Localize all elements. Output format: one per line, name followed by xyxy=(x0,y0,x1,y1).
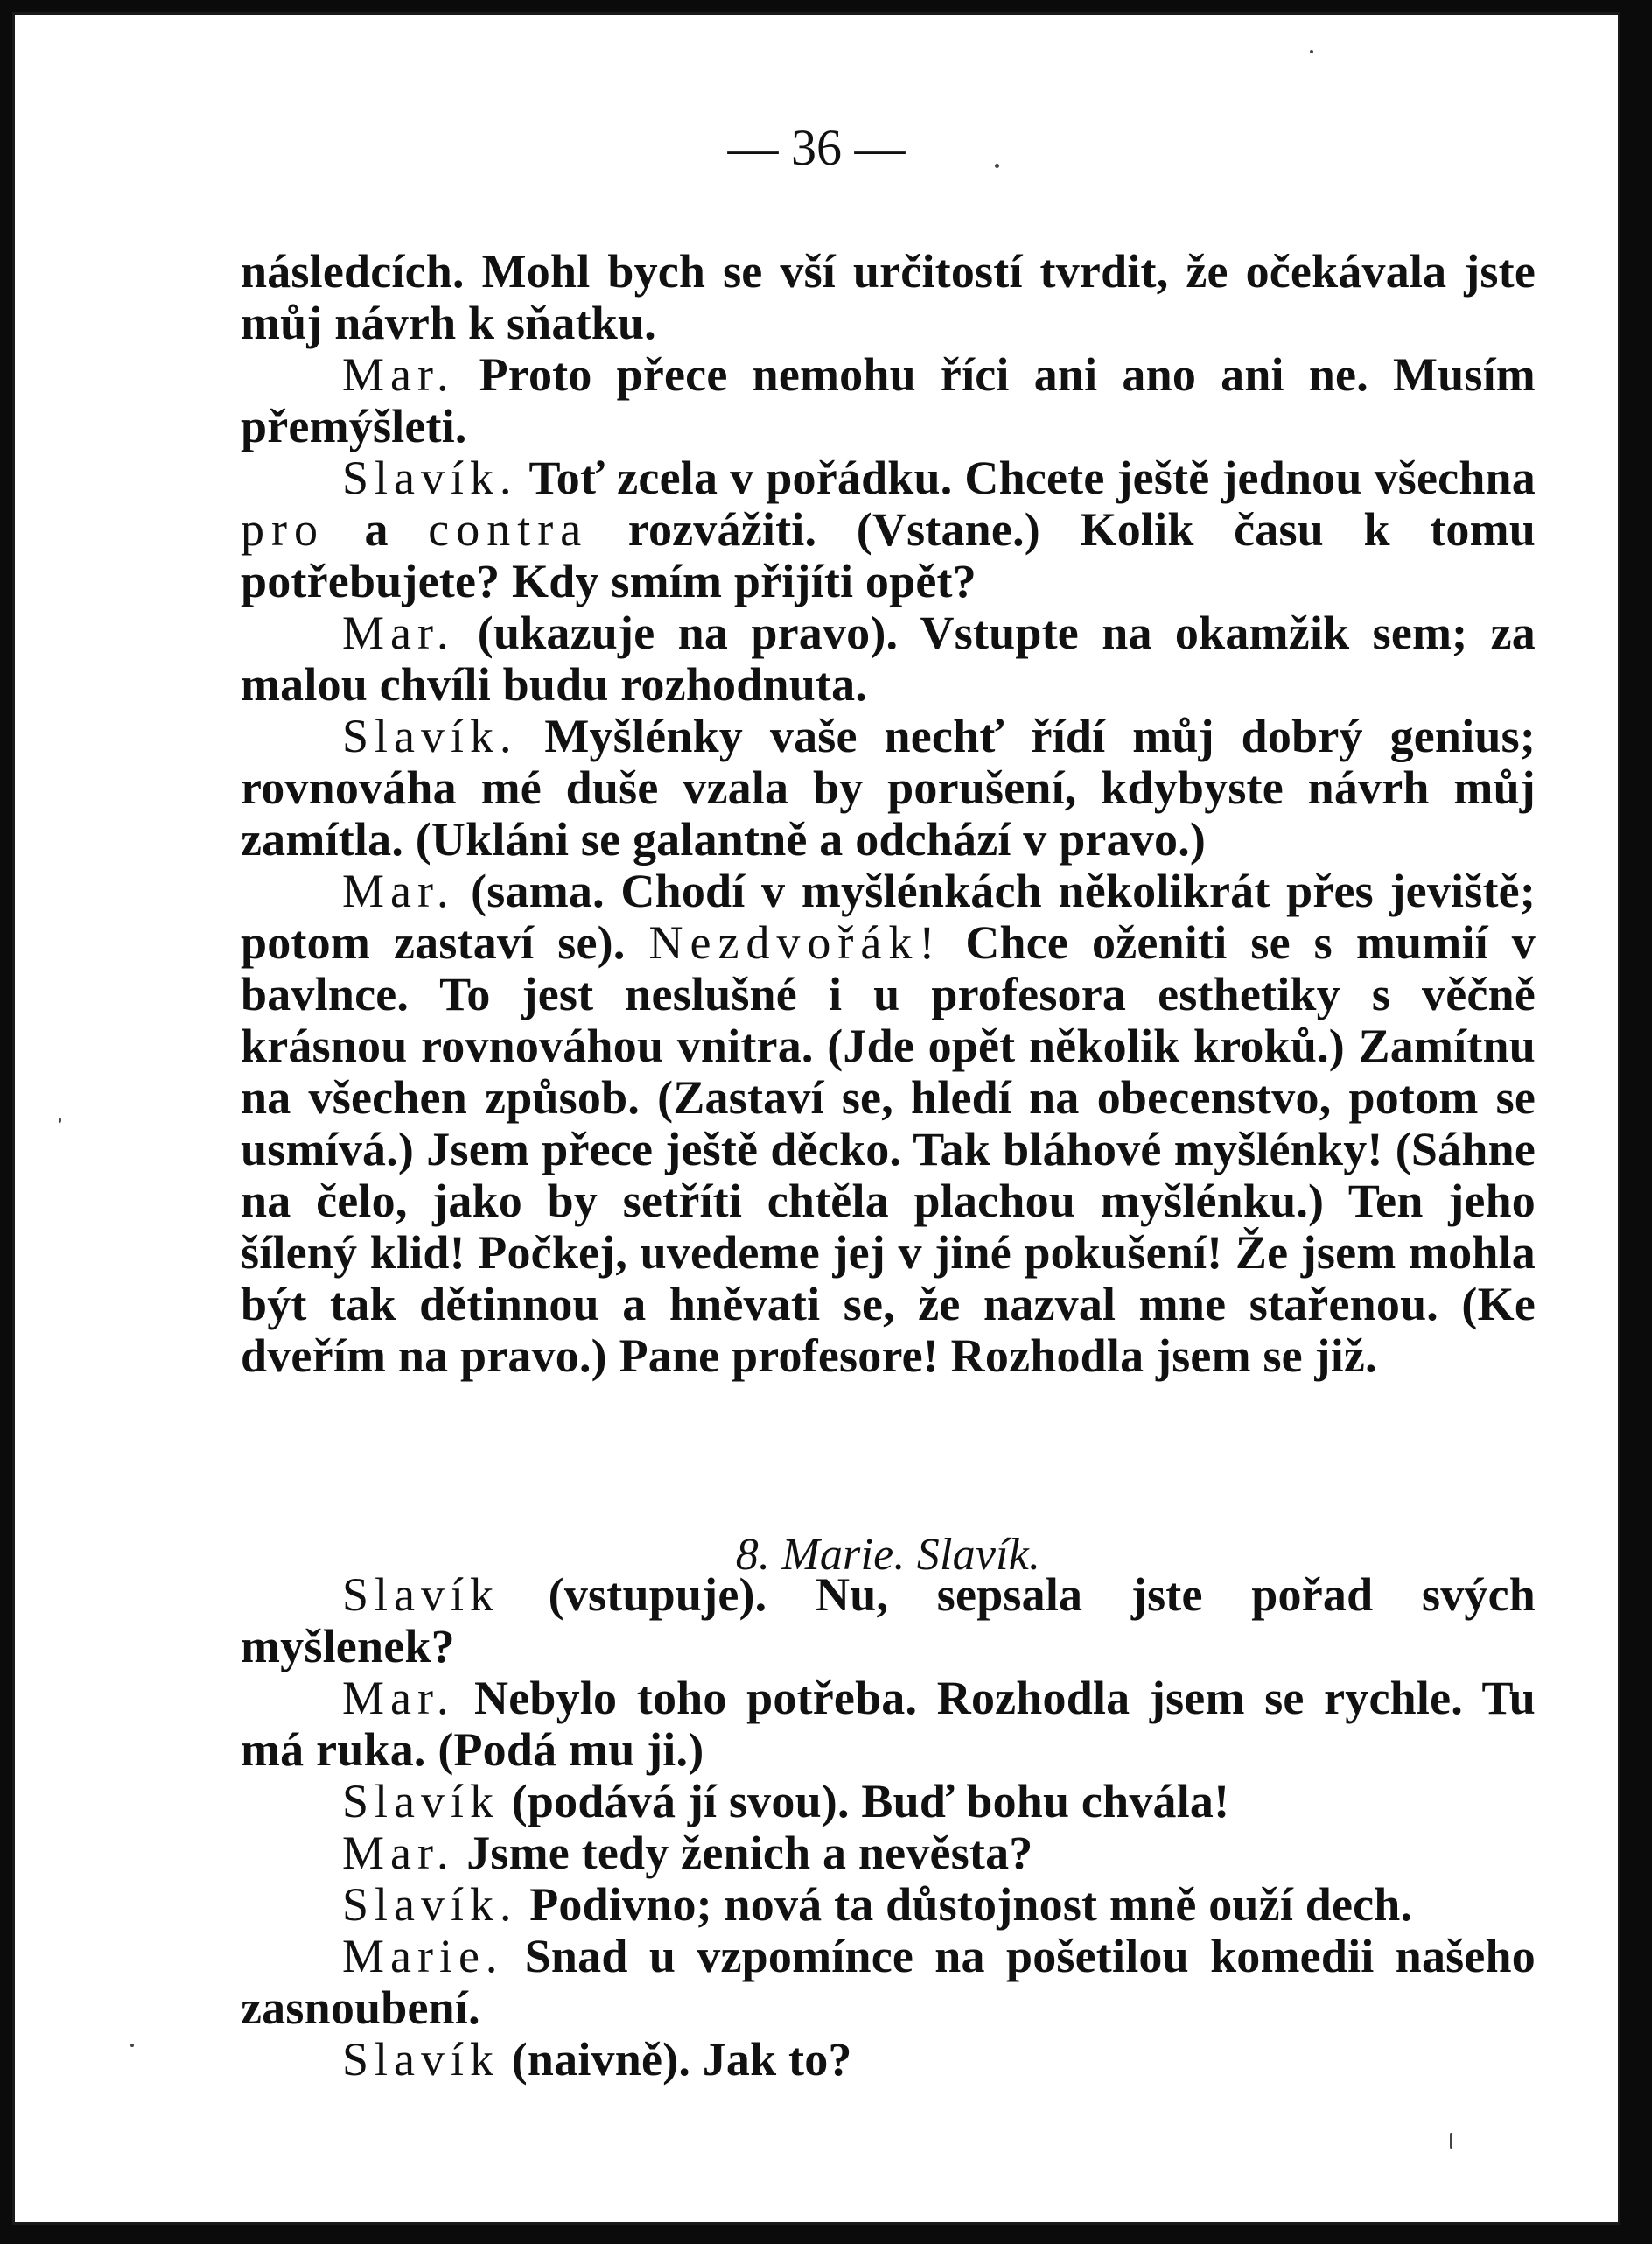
scan-speck xyxy=(130,2044,134,2047)
paragraph-mar-3 xyxy=(241,866,1536,1382)
paragraph-text: (naivně). Jak to? xyxy=(511,2033,852,2086)
paragraph-text: Myšlénky vaše nechť řídí můj dobrý genius; rovnováha mé duše vzala by porušení, kdybyste návrh můj zamítla. (Ukláni se galantně a odchází v pravo.) xyxy=(241,710,1536,866)
paragraph-text: Snad u vzpomínce na pošetilou komedii našeho zasnoubení. xyxy=(241,1930,1536,2034)
paragraph-slavik-6 xyxy=(241,2034,1536,2086)
paragraph-text: (podává jí svou). Buď bohu chvála! xyxy=(511,1775,1230,1827)
scan-speck xyxy=(1450,2133,1452,2149)
paragraph-text: (vstupuje). Nu, sepsala jste pořad svých myšlenek? xyxy=(241,1568,1536,1672)
speaker-name: Mar. xyxy=(342,1827,455,1879)
paragraph-text: Jsme tedy ženich a nevěsta? xyxy=(466,1827,1033,1879)
paragraph-mar-2 xyxy=(241,607,1536,711)
paragraph-slavik-4 xyxy=(241,1776,1536,1827)
speaker-name: Slavík. xyxy=(342,452,518,504)
paragraph-slavik-2 xyxy=(241,711,1536,866)
speaker-name: Slavík. xyxy=(342,710,518,762)
paragraph-mar-1 xyxy=(241,349,1536,452)
text-block-scene-8 xyxy=(241,1569,1536,2086)
paragraph-slavik-1 xyxy=(241,452,1536,607)
spaced-word: Nezdvořák! xyxy=(648,916,942,969)
paragraph-continuation xyxy=(241,246,1536,349)
paragraph-slavik-3 xyxy=(241,1569,1536,1672)
scene-heading: 8. Marie. Slavík. xyxy=(735,1530,1041,1580)
paragraph-text: Nebylo toho potřeba. Rozhodla jsem se rychle. Tu má ruka. (Podá mu ji.) xyxy=(241,1672,1536,1776)
paragraph-text: Podivno; nová ta důstojnost mně ouží dech. xyxy=(529,1878,1413,1931)
speaker-name: Slavík. xyxy=(342,1878,518,1931)
speaker-name: Slavík xyxy=(342,1775,500,1827)
speaker-name: Mar. xyxy=(342,348,455,401)
paragraph-mar-5 xyxy=(241,1827,1536,1879)
book-page xyxy=(12,12,1620,2225)
paragraph-text: a xyxy=(364,503,388,556)
paragraph-text: Chce oženiti se s mumií v bavlnce. To jest neslušné i u profesora esthetiky s věčně krásnou rovnováhou vnitra. (Jde opět několik kroků.) Zamítnu na všechen způsob. (Zastaví se, hledí na obecenstvo, potom se usmívá.) Jsem přece ještě děcko. Tak bláhové myšlénky! (Sáhne na čelo, jako by setříti chtěla plachou myšlénku.) Ten jeho šílený klid! Počkej, uvedeme jej v jiné pokušení! Že jsem mohla být tak dětinnou a hněvati se, že nazval mne stařenou. (Ke dveřím na pravo.) Pane profesore! Rozhodla jsem se již. xyxy=(241,916,1536,1382)
page-number: — 36 — xyxy=(727,119,906,176)
paragraph-slavik-5 xyxy=(241,1879,1536,1931)
speaker-name: Marie. xyxy=(342,1930,504,1982)
spaced-word: pro xyxy=(241,503,325,556)
scan-speck xyxy=(1310,50,1313,53)
text-block-before-scene xyxy=(241,246,1536,1382)
speaker-name: Mar. xyxy=(342,607,455,659)
paragraph-text: rozvážiti. (Vstane.) Kolik času k tomu potřebujete? Kdy smím přijíti opět? xyxy=(241,503,1536,607)
scan-speck xyxy=(59,1118,61,1123)
paragraph-text: následcích. Mohl bych se vší určitostí tvrdit, že očekávala jste můj návrh k sňatku. xyxy=(241,245,1536,349)
speaker-name: Slavík xyxy=(342,1568,500,1621)
speaker-name: Mar. xyxy=(342,1672,455,1724)
paragraph-mar-4 xyxy=(241,1672,1536,1776)
paragraph-marie-1 xyxy=(241,1931,1536,2034)
paragraph-text: (ukazuje na pravo). Vstupte na okamžik sem; za malou chvíli budu rozhodnuta. xyxy=(241,607,1536,711)
paragraph-text: Proto přece nemohu říci ani ano ani ne. Musím přemýšleti. xyxy=(241,348,1536,452)
spaced-word: contra xyxy=(428,503,589,556)
speaker-name: Mar. xyxy=(342,865,455,917)
paragraph-text: Toť zcela v pořádku. Chcete ještě jednou všechna xyxy=(528,452,1536,504)
scan-speck xyxy=(995,164,999,168)
paragraph-text: (sama. Chodí v myšlénkách několikrát přes jeviště; potom zastaví se). xyxy=(241,865,1536,969)
speaker-name: Slavík xyxy=(342,2033,500,2086)
